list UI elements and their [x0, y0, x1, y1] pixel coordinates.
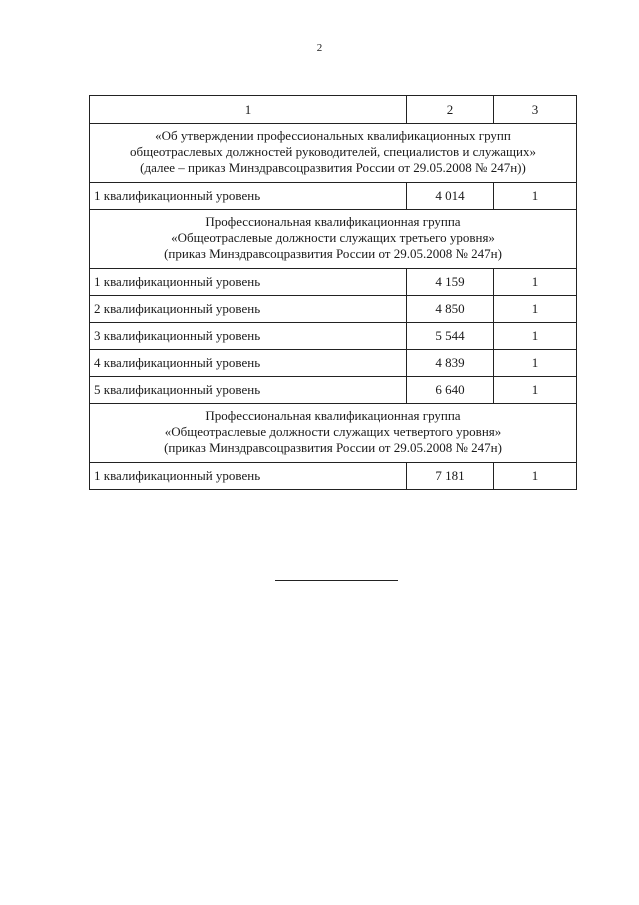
salary-value-cell: 4 159 [407, 269, 494, 296]
section-title-line: общеотраслевых должностей руководителей, специалистов и служащих» [130, 144, 536, 159]
section-title-line: «Общеотраслевые должности служащих третьего уровня» [171, 230, 495, 245]
table-row [90, 377, 577, 404]
section-title-line: (далее – приказ Минздравсоцразвития России от 29.05.2008 № 247н)) [140, 160, 526, 175]
level-cell: 2 квалификационный уровень [90, 296, 407, 323]
section-heading-row [90, 124, 577, 183]
table-row [90, 269, 577, 296]
coefficient-cell: 1 [494, 296, 577, 323]
column-header-2: 2 [407, 96, 494, 124]
salary-value-cell: 4 839 [407, 350, 494, 377]
salary-value-cell: 5 544 [407, 323, 494, 350]
table-row [90, 463, 577, 490]
salary-value-cell: 7 181 [407, 463, 494, 490]
level-cell: 4 квалификационный уровень [90, 350, 407, 377]
coefficient-cell: 1 [494, 269, 577, 296]
level-cell: 1 квалификационный уровень [90, 463, 407, 490]
section-title-line: «Об утверждении профессиональных квалификационных групп [155, 128, 511, 143]
salary-value-cell: 4 850 [407, 296, 494, 323]
table-row [90, 350, 577, 377]
section-heading-row [90, 210, 577, 269]
table-row [90, 183, 577, 210]
coefficient-cell: 1 [494, 323, 577, 350]
closing-rule [275, 580, 398, 581]
level-cell: 5 квалификационный уровень [90, 377, 407, 404]
salary-table [89, 95, 577, 490]
section-heading-row [90, 404, 577, 463]
table-row [90, 296, 577, 323]
table-row [90, 323, 577, 350]
coefficient-cell: 1 [494, 377, 577, 404]
section-title-line: «Общеотраслевые должности служащих четвертого уровня» [164, 424, 502, 439]
table-header-row [90, 96, 577, 124]
section-heading [90, 210, 577, 269]
page-number: 2 [316, 42, 323, 54]
level-cell: 3 квалификационный уровень [90, 323, 407, 350]
column-header-1: 1 [90, 96, 407, 124]
section-title-line: (приказ Минздравсоцразвития России от 29.05.2008 № 247н) [164, 440, 502, 455]
coefficient-cell: 1 [494, 463, 577, 490]
section-title-line: Профессиональная квалификационная группа [205, 214, 461, 229]
section-heading [90, 404, 577, 463]
salary-value-cell: 6 640 [407, 377, 494, 404]
section-title-line: (приказ Минздравсоцразвития России от 29.05.2008 № 247н) [164, 246, 502, 261]
section-heading [90, 124, 577, 183]
level-cell: 1 квалификационный уровень [90, 183, 407, 210]
coefficient-cell: 1 [494, 350, 577, 377]
coefficient-cell: 1 [494, 183, 577, 210]
section-title-line: Профессиональная квалификационная группа [205, 408, 461, 423]
salary-value-cell: 4 014 [407, 183, 494, 210]
column-header-3: 3 [494, 96, 577, 124]
level-cell: 1 квалификационный уровень [90, 269, 407, 296]
